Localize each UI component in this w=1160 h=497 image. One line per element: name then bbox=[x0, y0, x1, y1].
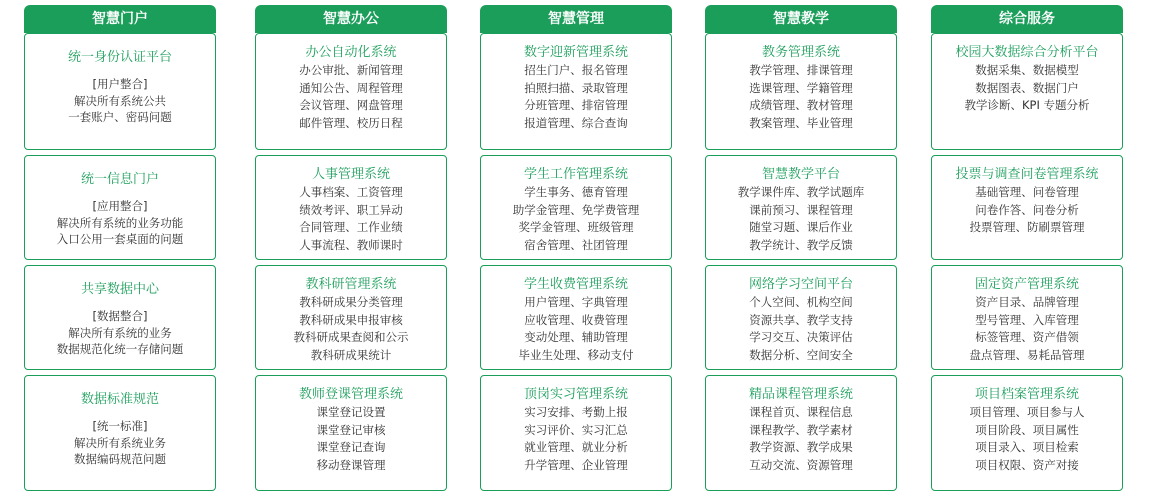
card-title: 人事管理系统 bbox=[311, 167, 390, 182]
card-line: 教学资源、教学成果 bbox=[749, 440, 853, 454]
system-card bbox=[705, 375, 897, 491]
column-1 bbox=[255, 5, 447, 497]
column-header: 智慧管理 bbox=[480, 5, 672, 33]
card-line: 项目管理、项目参与人 bbox=[969, 405, 1085, 419]
column-header: 智慧教学 bbox=[705, 5, 897, 33]
card-title: 学生收费管理系统 bbox=[523, 277, 628, 292]
system-card bbox=[24, 33, 216, 150]
card-line: 学习交互、决策评估 bbox=[749, 330, 853, 344]
card-line: 课程教学、教学素材 bbox=[749, 422, 853, 437]
system-card bbox=[480, 265, 672, 370]
card-line: 教学课件库、教学试题库 bbox=[737, 185, 865, 199]
system-card bbox=[24, 265, 216, 370]
card-title: 固定资产管理系统 bbox=[974, 277, 1079, 292]
card-line: 入口公用一套桌面的问题 bbox=[56, 232, 184, 246]
card-line: 解决所有系统业务 bbox=[74, 435, 166, 450]
card-line: 盘点管理、易耗品管理 bbox=[969, 347, 1085, 362]
system-card bbox=[705, 265, 897, 370]
card-line: 邮件管理、校历日程 bbox=[299, 115, 403, 130]
system-card bbox=[255, 33, 447, 150]
card-line: 项目权限、资产对接 bbox=[975, 457, 1079, 472]
card-line: 就业管理、就业分析 bbox=[524, 440, 628, 454]
card-title: 校园大数据综合分析平台 bbox=[955, 45, 1099, 60]
card-line: 资产目录、品牌管理 bbox=[975, 295, 1079, 309]
card-line: [统一标准] bbox=[92, 419, 148, 433]
card-line: 分班管理、排宿管理 bbox=[524, 98, 628, 112]
card-line: 合同管理、工作业绩 bbox=[299, 220, 403, 234]
card-line: 成绩管理、教材管理 bbox=[749, 98, 853, 112]
card-line: 选课管理、学籍管理 bbox=[749, 80, 853, 95]
card-title: 投票与调查问卷管理系统 bbox=[955, 167, 1099, 182]
card-line: 资源共享、教学支持 bbox=[749, 312, 853, 327]
card-line: 标签管理、资产借领 bbox=[975, 330, 1079, 344]
card-line: 人事流程、教师课时 bbox=[299, 237, 403, 252]
card-line: 会议管理、网盘管理 bbox=[299, 98, 403, 112]
card-title: 教师登课管理系统 bbox=[298, 387, 403, 402]
system-card bbox=[480, 375, 672, 491]
system-card bbox=[480, 33, 672, 150]
card-title: 精品课程管理系统 bbox=[748, 387, 853, 402]
card-title: 顶岗实习管理系统 bbox=[523, 387, 628, 402]
system-card bbox=[255, 265, 447, 370]
card-line: 课堂登记设置 bbox=[316, 405, 386, 419]
card-line: 型号管理、入库管理 bbox=[975, 312, 1079, 327]
card-line: 通知公告、周程管理 bbox=[299, 80, 403, 95]
card-line: 移动登课管理 bbox=[316, 457, 386, 472]
system-card bbox=[931, 33, 1123, 150]
card-line: 数据编码规范问题 bbox=[74, 452, 166, 466]
card-line: 项目录入、项目检索 bbox=[975, 440, 1079, 454]
card-line: 应收管理、收费管理 bbox=[524, 312, 628, 327]
card-title: 统一信息门户 bbox=[80, 172, 159, 187]
card-line: 用户管理、字典管理 bbox=[524, 295, 628, 309]
card-line: 互动交流、资源管理 bbox=[749, 457, 853, 472]
card-line: 一套账户、密码问题 bbox=[68, 110, 172, 124]
card-line: 升学管理、企业管理 bbox=[524, 457, 628, 472]
system-card bbox=[24, 375, 216, 491]
card-title: 统一身份认证平台 bbox=[67, 50, 172, 65]
card-line: 问卷作答、问卷分析 bbox=[975, 202, 1079, 217]
system-card bbox=[255, 155, 447, 260]
card-line: 助学金管理、免学费管理 bbox=[512, 202, 640, 217]
system-card bbox=[705, 155, 897, 260]
card-line: 课堂登记查询 bbox=[316, 440, 386, 454]
card-title: 项目档案管理系统 bbox=[974, 387, 1079, 402]
card-title: 数据标准规范 bbox=[80, 392, 159, 407]
system-card bbox=[931, 265, 1123, 370]
card-title: 教务管理系统 bbox=[761, 45, 840, 60]
card-line: 宿舍管理、社团管理 bbox=[524, 237, 628, 252]
card-line: 实习安排、考勤上报 bbox=[524, 405, 628, 419]
card-line: 数据规范化统一存储问题 bbox=[56, 342, 184, 356]
card-line: 实习评价、实习汇总 bbox=[524, 422, 628, 437]
card-line: 随堂习题、课后作业 bbox=[749, 220, 853, 234]
column-header: 智慧办公 bbox=[255, 5, 447, 33]
card-line: [数据整合] bbox=[92, 309, 148, 323]
card-line: 学生事务、德育管理 bbox=[524, 185, 628, 199]
card-line: 人事档案、工资管理 bbox=[299, 185, 403, 199]
card-line: 个人空间、机构空间 bbox=[749, 295, 853, 309]
card-title: 教科研管理系统 bbox=[305, 277, 397, 292]
card-line: 教科研成果统计 bbox=[310, 347, 392, 362]
card-line: 奖学金管理、班级管理 bbox=[518, 220, 634, 234]
column-0 bbox=[24, 5, 216, 497]
card-line: 招生门户、报名管理 bbox=[524, 63, 628, 77]
card-title: 学生工作管理系统 bbox=[523, 167, 628, 182]
card-line: 课堂登记审核 bbox=[316, 422, 386, 437]
column-4 bbox=[931, 5, 1123, 497]
card-line: 解决所有系统的业务 bbox=[68, 325, 172, 340]
card-title: 智慧教学平台 bbox=[761, 167, 840, 182]
card-line: 报道管理、综合查询 bbox=[524, 115, 628, 130]
system-card bbox=[931, 375, 1123, 491]
card-line: 课程首页、课程信息 bbox=[749, 405, 853, 419]
column-header: 智慧门户 bbox=[24, 5, 216, 33]
card-line: 项目阶段、项目属性 bbox=[975, 422, 1079, 437]
system-card bbox=[480, 155, 672, 260]
card-line: 数据采集、数据模型 bbox=[975, 63, 1079, 77]
column-header: 综合服务 bbox=[931, 5, 1123, 33]
system-card bbox=[255, 375, 447, 491]
card-title: 网络学习空间平台 bbox=[748, 277, 853, 292]
card-line: [用户整合] bbox=[92, 77, 148, 91]
card-line: 解决所有系统的业务功能 bbox=[56, 215, 184, 230]
card-line: 教学管理、排课管理 bbox=[749, 63, 853, 77]
card-line: 基础管理、问卷管理 bbox=[975, 185, 1079, 199]
card-title: 数字迎新管理系统 bbox=[523, 45, 628, 60]
card-line: 变动处理、辅助管理 bbox=[524, 330, 628, 344]
column-2 bbox=[480, 5, 672, 497]
card-line: 教科研成果查阅和公示 bbox=[293, 330, 409, 344]
card-line: 课前预习、课程管理 bbox=[749, 202, 853, 217]
card-line: 数据分析、空间安全 bbox=[749, 347, 853, 362]
card-line: 教学诊断、KPI 专题分析 bbox=[964, 98, 1090, 112]
card-line: 毕业生处理、移动支付 bbox=[518, 347, 634, 362]
card-title: 共享数据中心 bbox=[80, 282, 159, 297]
system-card bbox=[24, 155, 216, 260]
card-line: 解决所有系统公共 bbox=[74, 93, 166, 108]
system-card bbox=[931, 155, 1123, 260]
card-line: 投票管理、防刷票管理 bbox=[969, 220, 1085, 234]
system-card bbox=[705, 33, 897, 150]
card-line: 教学统计、教学反馈 bbox=[749, 237, 853, 252]
card-line: 教科研成果申报审核 bbox=[299, 312, 403, 327]
card-line: 教案管理、毕业管理 bbox=[749, 115, 853, 130]
column-3 bbox=[705, 5, 897, 497]
card-title: 办公自动化系统 bbox=[305, 45, 397, 60]
card-line: 拍照扫描、录取管理 bbox=[524, 80, 628, 95]
card-line: 教科研成果分类管理 bbox=[299, 295, 403, 309]
card-line: 办公审批、新闻管理 bbox=[299, 63, 403, 77]
card-line: 绩效考评、职工异动 bbox=[299, 202, 403, 217]
card-line: [应用整合] bbox=[92, 199, 148, 213]
card-line: 数据图表、数据门户 bbox=[975, 80, 1079, 95]
